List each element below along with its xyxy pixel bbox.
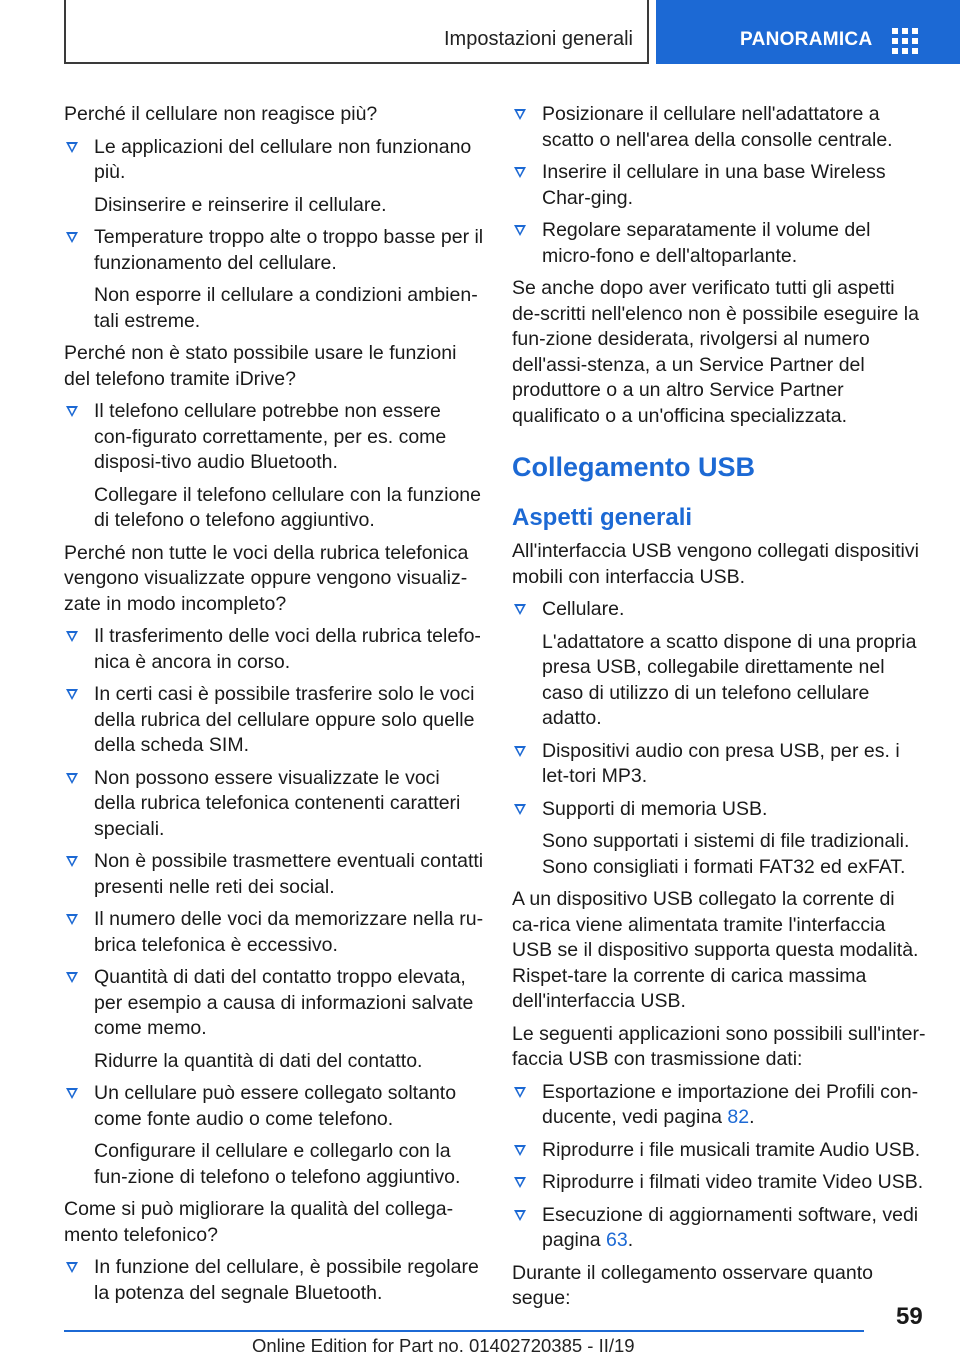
list-item: Quantità di dati del contatto troppo elevata, per esempio a causa di informazioni salvate come memo. xyxy=(64,965,484,1042)
page-link[interactable]: 82 xyxy=(727,1106,750,1128)
list-item: Temperature troppo alte o troppo basse per il funzionamento del cellulare. xyxy=(64,225,484,276)
page-number: 59 xyxy=(896,1303,923,1330)
bullet-triangle-icon xyxy=(514,167,526,178)
bullet-triangle-icon xyxy=(66,232,78,243)
right-column xyxy=(512,102,927,1319)
list-item: Le applicazioni del cellulare non funzionano più. xyxy=(64,135,484,186)
bullet-triangle-icon xyxy=(514,1177,526,1188)
list-item-detail: Disinserire e reinserire il cellulare. xyxy=(94,193,387,216)
list-item: Inserire il cellulare in una base Wireless Char-ging. xyxy=(512,160,927,211)
list-item: Riprodurre i filmati video tramite Video USB. xyxy=(512,1170,927,1196)
list-item: Esecuzione di aggiornamenti software, vedi pagina 63. xyxy=(512,1203,927,1254)
bullet-triangle-icon xyxy=(66,914,78,925)
overview-nav-button[interactable] xyxy=(656,0,960,64)
list-item: Riprodurre i file musicali tramite Audio USB. xyxy=(512,1138,927,1164)
list-item: Non è possibile trasmettere eventuali contatti presenti nelle reti dei social. xyxy=(64,849,484,900)
bullet-triangle-icon xyxy=(66,972,78,983)
bullet-triangle-icon xyxy=(514,746,526,757)
footer-divider xyxy=(64,1330,864,1332)
bullet-triangle-icon xyxy=(66,1262,78,1273)
list-item-detail: L'adattatore a scatto dispone di una propria presa USB, collegabile direttamente nel caso di utilizzo di un telefono cellulare adatto. xyxy=(542,630,917,729)
question: Perché non è stato possibile usare le funzioni del telefono tramite iDrive? xyxy=(64,342,457,390)
list-item: Il numero delle voci da memorizzare nella ru-brica telefonica è eccessivo. xyxy=(64,907,484,958)
bullet-triangle-icon xyxy=(514,1210,526,1221)
header-section-box xyxy=(64,0,649,64)
bullet-triangle-icon xyxy=(514,1145,526,1156)
bullet-triangle-icon xyxy=(514,604,526,615)
bullet-triangle-icon xyxy=(514,804,526,815)
list-item: Il trasferimento delle voci della rubrica telefo-nica è ancora in corso. xyxy=(64,624,484,675)
list-item: Non possono essere visualizzate le voci della rubrica telefonica contenenti caratteri speciali. xyxy=(64,766,484,843)
bullet-triangle-icon xyxy=(66,142,78,153)
question: Come si può migliorare la qualità del collega-mento telefonico? xyxy=(64,1198,454,1246)
bullet-triangle-icon xyxy=(514,109,526,120)
bullet-triangle-icon xyxy=(66,856,78,867)
list-item-detail: Non esporre il cellulare a condizioni ambien-tali estreme. xyxy=(94,284,478,332)
bullet-triangle-icon xyxy=(66,406,78,417)
question: Perché non tutte le voci della rubrica telefonica vengono visualizzate oppure vengono visualiz-zate in modo incompleto? xyxy=(64,541,469,615)
list-item: Supporti di memoria USB. xyxy=(512,797,927,823)
question: Perché il cellulare non reagisce più? xyxy=(64,103,378,125)
section-heading: Collegamento USB xyxy=(512,452,756,482)
list-item: Dispositivi audio con presa USB, per es. i let-tori MP3. xyxy=(512,739,927,790)
left-column xyxy=(64,102,484,1313)
list-item-detail: Configurare il cellulare e collegarlo con la fun-zione di telefono o telefono aggiuntivo. xyxy=(94,1140,461,1188)
list-item: In certi casi è possibile trasferire solo le voci della rubrica del cellulare oppure solo quelle della scheda SIM. xyxy=(64,682,484,759)
list-item-detail: Sono supportati i sistemi di file tradizionali. Sono consigliati i formati FAT32 ed exFAT. xyxy=(542,830,910,878)
bullet-triangle-icon xyxy=(66,689,78,700)
bullet-triangle-icon xyxy=(66,1088,78,1099)
bullet-triangle-icon xyxy=(66,773,78,784)
edition-note: Online Edition for Part no. 01402720385 - II/19 xyxy=(252,1335,635,1356)
grid-menu-icon xyxy=(892,28,918,54)
paragraph: Durante il collegamento osservare quanto segue: xyxy=(512,1261,873,1309)
list-item-detail: Collegare il telefono cellulare con la funzione di telefono o telefono aggiuntivo. xyxy=(94,483,481,531)
list-item: Un cellulare può essere collegato soltanto come fonte audio o come telefono. xyxy=(64,1081,484,1132)
list-item: In funzione del cellulare, è possibile regolare la potenza del segnale Bluetooth. xyxy=(64,1255,484,1306)
section-title: Impostazioni generali xyxy=(444,28,633,50)
paragraph: A un dispositivo USB collegato la corrente di ca-rica viene alimentata tramite l'interfaccia USB se il dispositivo supporta questa modalità. Rispet-tare la corrente di carica massima dell'interfaccia USB. xyxy=(512,888,919,1012)
bullet-triangle-icon xyxy=(66,631,78,642)
subsection-heading: Aspetti generali xyxy=(512,504,693,531)
list-item: Esportazione e importazione dei Profili con-ducente, vedi pagina 82. xyxy=(512,1080,927,1131)
bullet-triangle-icon xyxy=(514,1087,526,1098)
list-item: Posizionare il cellulare nell'adattatore a scatto o nell'area della consolle centrale. xyxy=(512,102,927,153)
bullet-triangle-icon xyxy=(514,225,526,236)
paragraph: Le seguenti applicazioni sono possibili sull'inter-faccia USB con trasmissione dati: xyxy=(512,1022,926,1070)
paragraph: All'interfaccia USB vengono collegati dispositivi mobili con interfaccia USB. xyxy=(512,540,919,588)
list-item: Regolare separatamente il volume del micro-fono e dell'altoparlante. xyxy=(512,218,927,269)
list-item: Cellulare. xyxy=(512,597,927,623)
list-item-detail: Ridurre la quantità di dati del contatto. xyxy=(94,1049,423,1072)
paragraph: Se anche dopo aver verificato tutti gli aspetti de-scritti nell'elenco non è possibile eseguire la fun-zione desiderata, rivolgersi al numero dell'assi-stenza, a un Service Partner del produttore o a un altro Service Partner qualificato o a un'officina specializzata. xyxy=(512,277,919,427)
list-item: Il telefono cellulare potrebbe non essere con-figurato correttamente, per es. come disposi-tivo audio Bluetooth. xyxy=(64,399,484,476)
overview-nav-label: PANORAMICA xyxy=(740,29,873,50)
page-link[interactable]: 63 xyxy=(605,1229,628,1251)
